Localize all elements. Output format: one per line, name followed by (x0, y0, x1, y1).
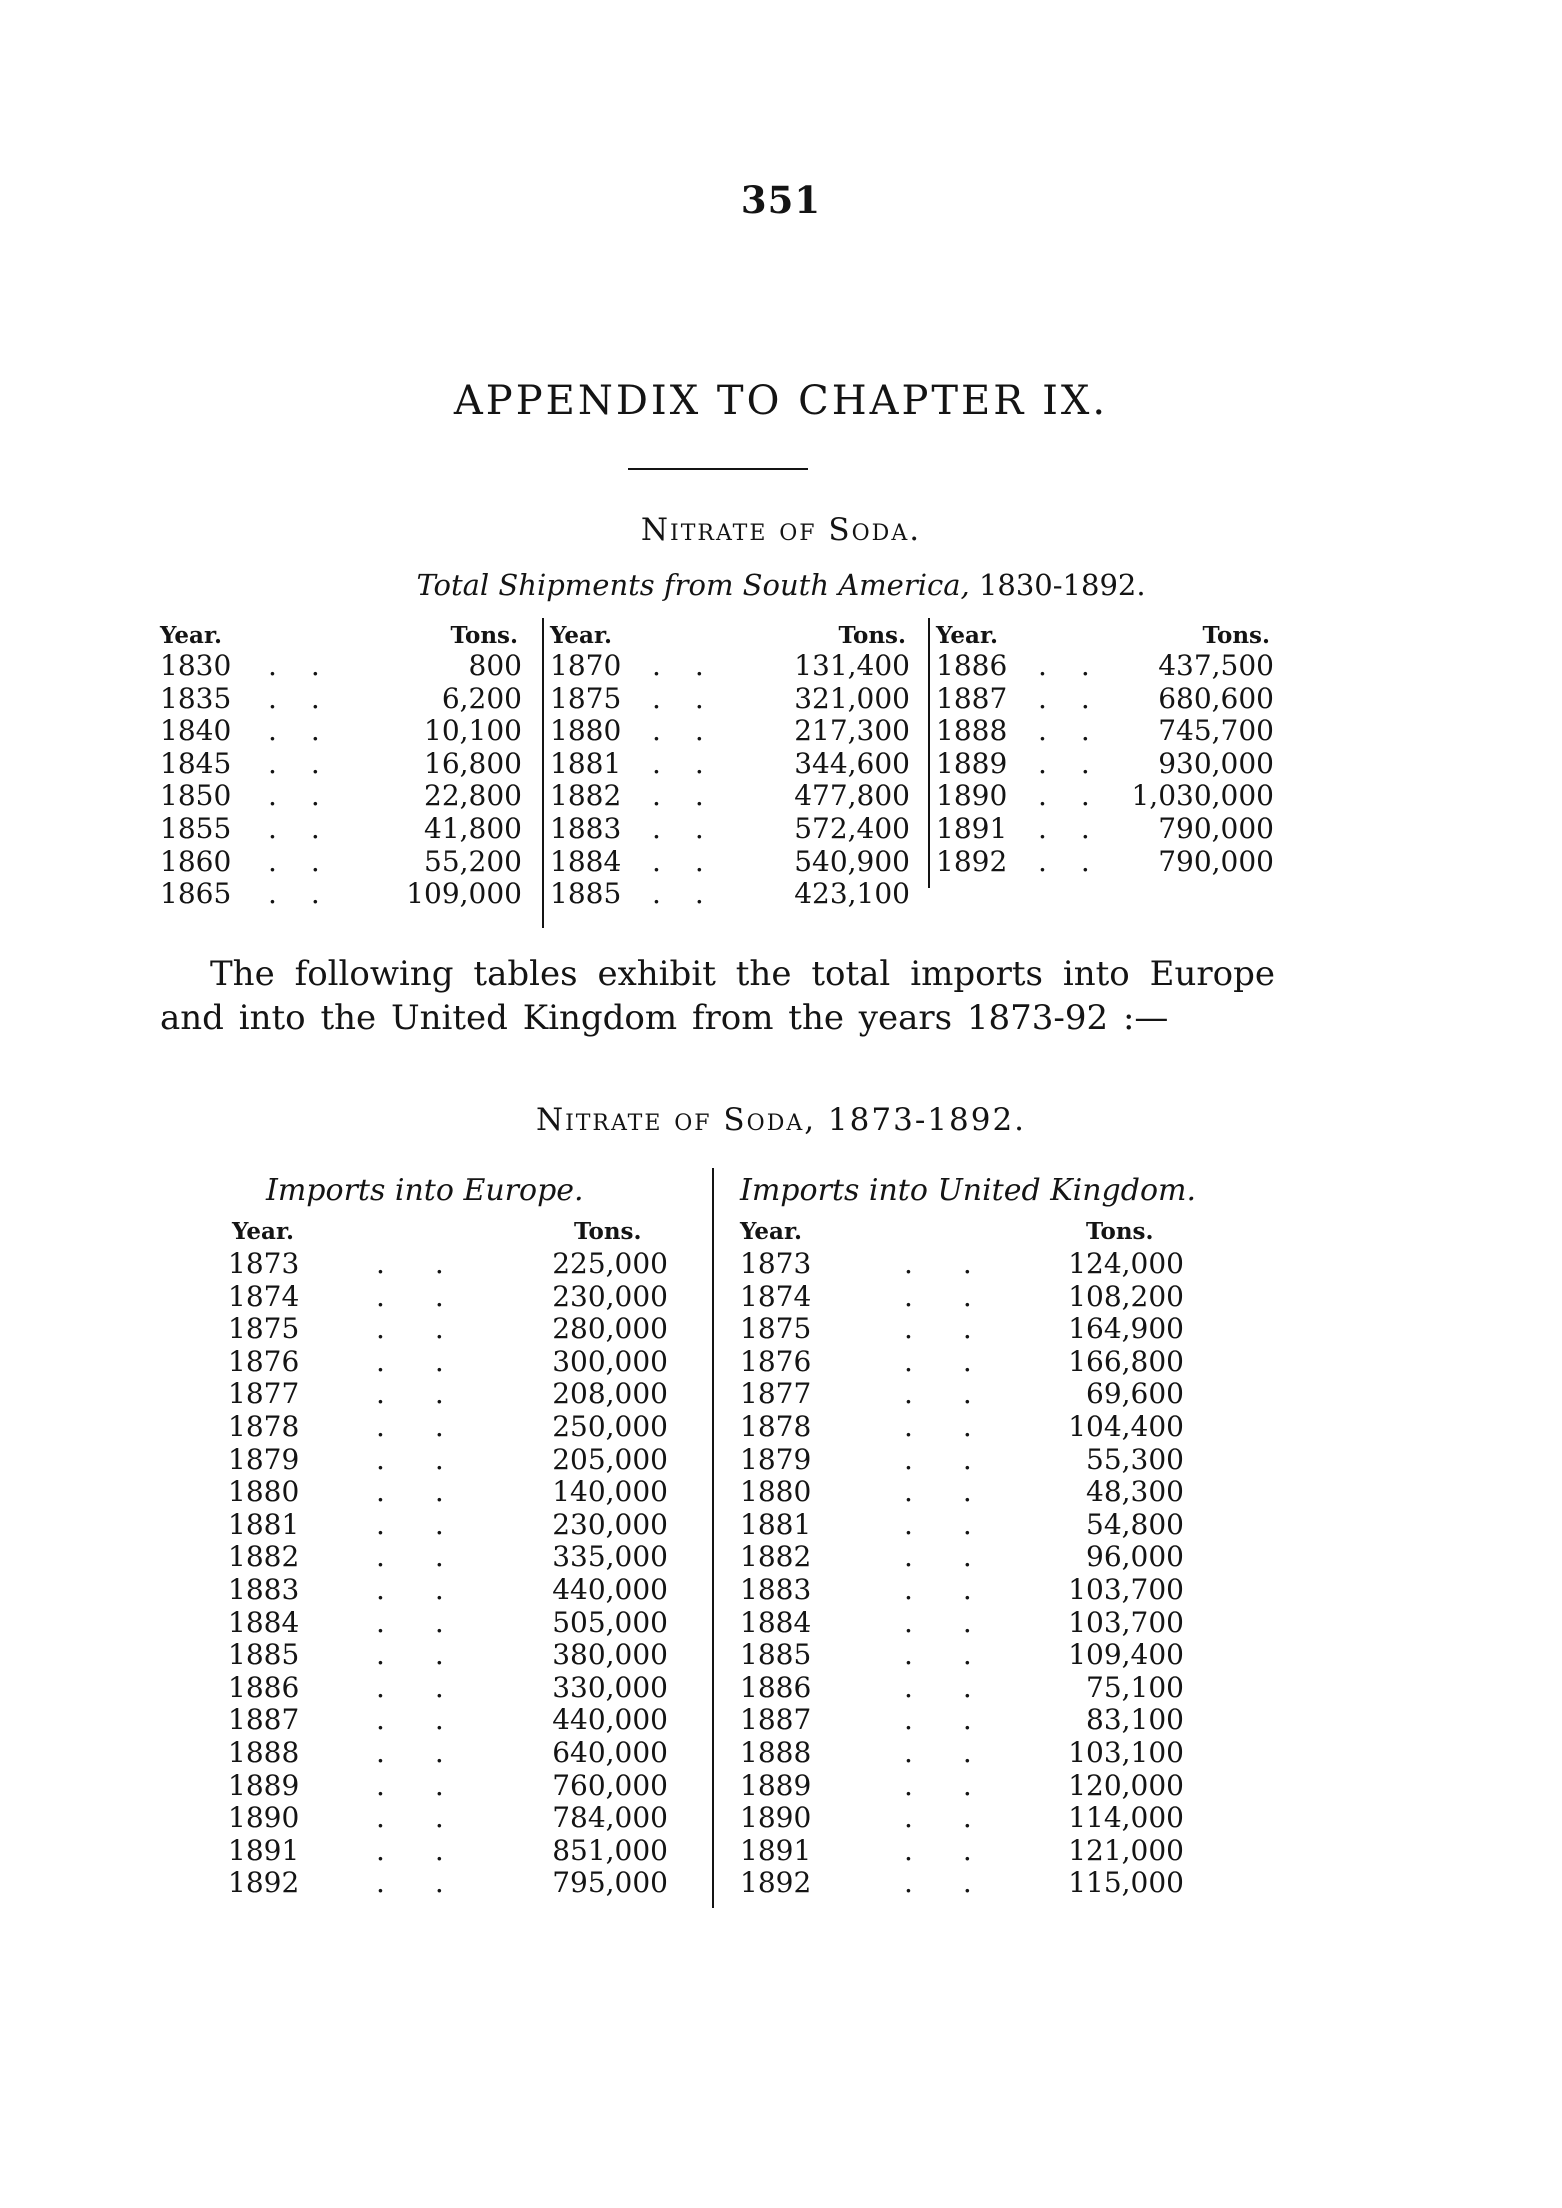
year-cell: 1886 (936, 649, 1008, 682)
tons-cell: 790,000 (1158, 844, 1274, 878)
year-cell: 1830 (160, 649, 232, 682)
leader-dots: .. (376, 1670, 494, 1704)
tons-cell: 784,000 (552, 1801, 668, 1835)
year-header: Year. (550, 622, 612, 649)
tons-cell: 795,000 (552, 1866, 668, 1900)
tons-cell: 114,000 (1068, 1801, 1184, 1835)
leader-dots: .. (376, 1833, 494, 1867)
year-cell: 1881 (228, 1507, 300, 1541)
tons-cell: 217,300 (794, 714, 910, 748)
year-cell: 1876 (228, 1344, 300, 1378)
tons-cell: 230,000 (552, 1507, 668, 1541)
leader-dots: .. (904, 1703, 1022, 1737)
leader-dots: .. (904, 1377, 1022, 1411)
year-cell: 1880 (740, 1475, 812, 1509)
tons-cell: 208,000 (552, 1377, 668, 1411)
leader-dots: .. (268, 844, 354, 878)
year-cell: 1888 (936, 714, 1008, 748)
table-row (714, 1509, 1230, 1542)
year-cell: 1850 (160, 779, 232, 813)
leader-dots: .. (904, 1279, 1022, 1313)
year-cell: 1891 (228, 1833, 300, 1867)
leader-dots: .. (652, 779, 738, 813)
shipments-group-1 (160, 618, 530, 928)
imports-subtitle: Imports into United Kingdom. (740, 1173, 1196, 1208)
leader-dots: .. (268, 779, 354, 813)
tons-cell: 103,700 (1068, 1605, 1184, 1639)
year-cell: 1888 (740, 1735, 812, 1769)
year-cell: 1878 (228, 1409, 300, 1443)
table-row (930, 846, 1282, 879)
table-row (714, 1704, 1230, 1737)
table-row (228, 1770, 712, 1803)
year-cell: 1884 (740, 1605, 812, 1639)
leader-dots: .. (652, 811, 738, 845)
table-row (228, 1541, 712, 1574)
year-cell: 1884 (228, 1605, 300, 1639)
table-row (714, 1770, 1230, 1803)
year-cell: 1877 (228, 1377, 300, 1411)
tons-cell: 505,000 (552, 1605, 668, 1639)
tons-header: Tons. (450, 622, 518, 649)
year-cell: 1891 (740, 1833, 812, 1867)
tons-cell: 54,800 (1086, 1507, 1184, 1541)
tons-cell: 103,700 (1068, 1572, 1184, 1606)
tons-cell: 440,000 (552, 1703, 668, 1737)
year-cell: 1889 (740, 1768, 812, 1802)
tons-cell: 800 (468, 649, 522, 682)
year-cell: 1873 (228, 1247, 300, 1280)
leader-dots: .. (376, 1442, 494, 1476)
table-row (544, 650, 918, 683)
table-row (714, 1281, 1230, 1314)
table-row (930, 748, 1282, 781)
leader-dots: .. (904, 1801, 1022, 1835)
table-row (714, 1672, 1230, 1705)
leader-dots: .. (1038, 779, 1124, 813)
year-cell: 1865 (160, 877, 232, 911)
tons-cell: 300,000 (552, 1344, 668, 1378)
tons-cell: 55,300 (1086, 1442, 1184, 1476)
year-cell: 1886 (228, 1670, 300, 1704)
table-row (228, 1574, 712, 1607)
shipments-header-row (544, 618, 918, 650)
shipments-caption (0, 568, 1562, 602)
leader-dots: .. (904, 1572, 1022, 1606)
tons-cell: 115,000 (1068, 1866, 1184, 1900)
tons-cell: 10,100 (424, 714, 522, 748)
table-row (228, 1444, 712, 1477)
tons-cell: 109,000 (406, 877, 522, 911)
tons-cell: 140,000 (552, 1475, 668, 1509)
section-heading-imports: Nitrate of Soda, 1873-1892. (535, 1102, 1027, 1138)
year-cell: 1876 (740, 1344, 812, 1378)
tons-header: Tons. (574, 1218, 642, 1245)
table-row (714, 1607, 1230, 1640)
year-cell: 1886 (740, 1670, 812, 1704)
tons-cell: 83,100 (1086, 1703, 1184, 1737)
tons-cell: 166,800 (1068, 1344, 1184, 1378)
year-cell: 1887 (936, 681, 1008, 715)
tons-cell: 16,800 (424, 746, 522, 780)
table-row (228, 1281, 712, 1314)
leader-dots: .. (1038, 811, 1124, 845)
tons-cell: 22,800 (424, 779, 522, 813)
table-row (714, 1248, 1230, 1281)
year-cell: 1885 (228, 1638, 300, 1672)
table-row (160, 846, 530, 879)
year-header: Year. (160, 622, 222, 649)
table-row (160, 683, 530, 716)
table-row (228, 1704, 712, 1737)
year-cell: 1892 (740, 1866, 812, 1900)
table-row (228, 1248, 712, 1281)
year-cell: 1855 (160, 811, 232, 845)
year-cell: 1835 (160, 681, 232, 715)
leader-dots: .. (652, 877, 738, 911)
year-cell: 1889 (936, 746, 1008, 780)
tons-cell: 48,300 (1086, 1475, 1184, 1509)
tons-cell: 745,700 (1158, 714, 1274, 748)
tons-cell: 69,600 (1086, 1377, 1184, 1411)
leader-dots: .. (376, 1475, 494, 1509)
tons-cell: 280,000 (552, 1312, 668, 1346)
tons-cell: 55,200 (424, 844, 522, 878)
leader-dots: .. (376, 1866, 494, 1900)
tons-cell: 540,900 (794, 844, 910, 878)
tons-cell: 344,600 (794, 746, 910, 780)
tons-cell: 205,000 (552, 1442, 668, 1476)
table-row (544, 715, 918, 748)
year-header: Year. (740, 1218, 802, 1245)
year-cell: 1875 (550, 681, 622, 715)
tons-cell: 164,900 (1068, 1312, 1184, 1346)
leader-dots: .. (1038, 681, 1124, 715)
tons-cell: 851,000 (552, 1833, 668, 1867)
table-row (714, 1835, 1230, 1868)
tons-cell: 437,500 (1158, 649, 1274, 682)
tons-header: Tons. (838, 622, 906, 649)
table-row (714, 1574, 1230, 1607)
year-cell: 1884 (550, 844, 622, 878)
leader-dots: .. (652, 746, 738, 780)
tons-cell: 230,000 (552, 1279, 668, 1313)
tons-cell: 104,400 (1068, 1409, 1184, 1443)
leader-dots: .. (652, 844, 738, 878)
year-cell: 1877 (740, 1377, 812, 1411)
table-row (714, 1411, 1230, 1444)
table-row (714, 1346, 1230, 1379)
table-row (228, 1313, 712, 1346)
year-cell: 1860 (160, 844, 232, 878)
page-number: 351 (740, 178, 822, 222)
year-cell: 1875 (228, 1312, 300, 1346)
year-cell: 1885 (740, 1638, 812, 1672)
tons-header: Tons. (1202, 622, 1270, 649)
leader-dots: .. (376, 1279, 494, 1313)
tons-cell: 120,000 (1068, 1768, 1184, 1802)
table-row (544, 878, 918, 911)
year-cell: 1879 (740, 1442, 812, 1476)
table-row (714, 1867, 1230, 1900)
tons-cell: 680,600 (1158, 681, 1274, 715)
tons-cell: 440,000 (552, 1572, 668, 1606)
table-row (228, 1737, 712, 1770)
leader-dots: .. (904, 1312, 1022, 1346)
tons-cell: 572,400 (794, 811, 910, 845)
leader-dots: .. (904, 1768, 1022, 1802)
table-row (930, 650, 1282, 683)
table-row (228, 1346, 712, 1379)
leader-dots: .. (376, 1377, 494, 1411)
table-row (544, 813, 918, 846)
appendix-title: APPENDIX TO CHAPTER IX. (453, 378, 1109, 424)
leader-dots: .. (1038, 746, 1124, 780)
imports-header-row (228, 1214, 712, 1248)
year-cell: 1883 (550, 811, 622, 845)
year-cell: 1882 (550, 779, 622, 813)
leader-dots: .. (268, 649, 354, 682)
shipments-header-row (930, 618, 1282, 650)
tons-cell: 930,000 (1158, 746, 1274, 780)
table-row (544, 780, 918, 813)
leader-dots: .. (904, 1670, 1022, 1704)
leader-dots: .. (376, 1801, 494, 1835)
year-cell: 1887 (740, 1703, 812, 1737)
year-cell: 1882 (740, 1540, 812, 1574)
leader-dots: .. (904, 1247, 1022, 1280)
leader-dots: .. (376, 1572, 494, 1606)
leader-dots: .. (904, 1638, 1022, 1672)
table-row (228, 1867, 712, 1900)
table-row (160, 748, 530, 781)
year-cell: 1870 (550, 649, 622, 682)
leader-dots: .. (268, 746, 354, 780)
table-row (714, 1639, 1230, 1672)
year-cell: 1883 (228, 1572, 300, 1606)
leader-dots: .. (904, 1735, 1022, 1769)
tons-cell: 380,000 (552, 1638, 668, 1672)
table-row (930, 715, 1282, 748)
shipments-group-2 (542, 618, 918, 928)
table-row (714, 1737, 1230, 1770)
shipments-group-3 (928, 618, 1282, 888)
table-row (160, 715, 530, 748)
leader-dots: .. (268, 877, 354, 911)
imports-header-row (714, 1214, 1230, 1248)
tons-cell: 131,400 (794, 649, 910, 682)
year-cell: 1873 (740, 1247, 812, 1280)
leader-dots: .. (904, 1833, 1022, 1867)
leader-dots: .. (652, 714, 738, 748)
year-cell: 1889 (228, 1768, 300, 1802)
tons-cell: 423,100 (794, 877, 910, 911)
tons-cell: 75,100 (1086, 1670, 1184, 1704)
tons-cell: 108,200 (1068, 1279, 1184, 1313)
table-row (160, 780, 530, 813)
year-cell: 1875 (740, 1312, 812, 1346)
year-cell: 1885 (550, 877, 622, 911)
tons-cell: 335,000 (552, 1540, 668, 1574)
tons-cell: 225,000 (552, 1247, 668, 1280)
tons-cell: 1,030,000 (1131, 779, 1274, 813)
year-cell: 1878 (740, 1409, 812, 1443)
year-cell: 1845 (160, 746, 232, 780)
leader-dots: .. (904, 1409, 1022, 1443)
leader-dots: .. (376, 1247, 494, 1280)
year-header: Year. (936, 622, 998, 649)
leader-dots: .. (376, 1409, 494, 1443)
leader-dots: .. (376, 1605, 494, 1639)
table-row (228, 1835, 712, 1868)
leader-dots: .. (376, 1312, 494, 1346)
leader-dots: .. (376, 1507, 494, 1541)
leader-dots: .. (376, 1638, 494, 1672)
tons-cell: 109,400 (1068, 1638, 1184, 1672)
year-cell: 1890 (228, 1801, 300, 1835)
leader-dots: .. (904, 1344, 1022, 1378)
year-cell: 1840 (160, 714, 232, 748)
leader-dots: .. (1038, 714, 1124, 748)
table-row (160, 813, 530, 846)
table-row (714, 1476, 1230, 1509)
leader-dots: .. (268, 811, 354, 845)
section-heading-shipments: Nitrate of Soda. (640, 512, 922, 548)
leader-dots: .. (652, 681, 738, 715)
table-row (228, 1672, 712, 1705)
table-row (930, 813, 1282, 846)
tons-cell: 121,000 (1068, 1833, 1184, 1867)
leader-dots: .. (904, 1540, 1022, 1574)
year-cell: 1890 (936, 779, 1008, 813)
year-cell: 1879 (228, 1442, 300, 1476)
year-cell: 1882 (228, 1540, 300, 1574)
table-row (544, 846, 918, 879)
table-row (228, 1607, 712, 1640)
leader-dots: .. (376, 1344, 494, 1378)
shipments-caption-years: 1830-1892. (978, 568, 1146, 602)
table-row (714, 1313, 1230, 1346)
year-cell: 1880 (550, 714, 622, 748)
year-cell: 1881 (740, 1507, 812, 1541)
tons-cell: 250,000 (552, 1409, 668, 1443)
imports-subtitle: Imports into Europe. (266, 1173, 584, 1208)
leader-dots: .. (376, 1540, 494, 1574)
table-row (544, 748, 918, 781)
table-row (714, 1378, 1230, 1411)
table-row (714, 1802, 1230, 1835)
table-row (930, 683, 1282, 716)
tons-cell: 96,000 (1086, 1540, 1184, 1574)
table-row (930, 780, 1282, 813)
tons-cell: 790,000 (1158, 811, 1274, 845)
table-row (160, 878, 530, 911)
tons-cell: 6,200 (441, 681, 522, 715)
body-paragraph: The following tables exhibit the total imports into Europe and into the United Kingdom from the years 1873-92 :— (160, 954, 1275, 1038)
table-row (714, 1541, 1230, 1574)
leader-dots: .. (904, 1442, 1022, 1476)
shipments-header-row (160, 618, 530, 650)
tons-cell: 760,000 (552, 1768, 668, 1802)
leader-dots: .. (652, 649, 738, 682)
table-row (228, 1476, 712, 1509)
imports-europe-column (228, 1168, 712, 1900)
leader-dots: .. (904, 1507, 1022, 1541)
leader-dots: .. (376, 1703, 494, 1737)
year-cell: 1881 (550, 746, 622, 780)
leader-dots: .. (904, 1475, 1022, 1509)
year-cell: 1887 (228, 1703, 300, 1737)
year-cell: 1874 (740, 1279, 812, 1313)
tons-cell: 330,000 (552, 1670, 668, 1704)
leader-dots: .. (376, 1735, 494, 1769)
table-row (228, 1802, 712, 1835)
leader-dots: .. (268, 681, 354, 715)
leader-dots: .. (1038, 649, 1124, 682)
table-row (228, 1639, 712, 1672)
tons-cell: 321,000 (794, 681, 910, 715)
tons-cell: 640,000 (552, 1735, 668, 1769)
shipments-caption-text: Total Shipments from South America, (416, 568, 970, 602)
table-row (228, 1509, 712, 1542)
year-header: Year. (232, 1218, 294, 1245)
year-cell: 1890 (740, 1801, 812, 1835)
year-cell: 1874 (228, 1279, 300, 1313)
table-row (160, 650, 530, 683)
leader-dots: .. (1038, 844, 1124, 878)
leader-dots: .. (904, 1866, 1022, 1900)
table-row (544, 683, 918, 716)
title-rule (628, 468, 808, 470)
leader-dots: .. (904, 1605, 1022, 1639)
year-cell: 1880 (228, 1475, 300, 1509)
tons-cell: 103,100 (1068, 1735, 1184, 1769)
tons-cell: 124,000 (1068, 1247, 1184, 1280)
table-row (228, 1378, 712, 1411)
tons-header: Tons. (1086, 1218, 1154, 1245)
year-cell: 1883 (740, 1572, 812, 1606)
table-row (714, 1444, 1230, 1477)
year-cell: 1892 (228, 1866, 300, 1900)
tons-cell: 41,800 (424, 811, 522, 845)
leader-dots: .. (376, 1768, 494, 1802)
year-cell: 1892 (936, 844, 1008, 878)
table-row (228, 1411, 712, 1444)
imports-uk-column (712, 1168, 1230, 1908)
year-cell: 1891 (936, 811, 1008, 845)
leader-dots: .. (268, 714, 354, 748)
tons-cell: 477,800 (794, 779, 910, 813)
year-cell: 1888 (228, 1735, 300, 1769)
